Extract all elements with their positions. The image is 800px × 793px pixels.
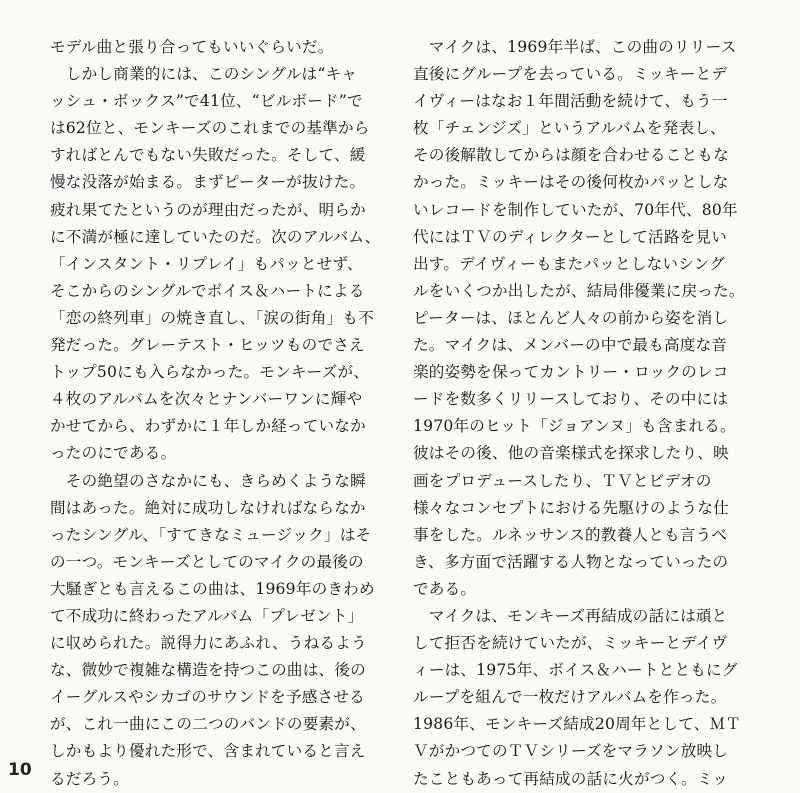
text-line: ッシュ・ボックス”で41位、“ビルボード”で — [50, 92, 363, 111]
text-line: の一つ。モンキーズとしてのマイクの最後の — [50, 552, 364, 571]
text-line: 慢な没落が始まる。まずピーターが抜けた。 — [50, 173, 366, 192]
text-line: そこからのシングルでボイス＆ハートによる — [50, 281, 365, 300]
text-line: 発だった。グレーテスト・ヒッツものでさえ — [50, 336, 365, 355]
text-line: 1970年のヒット「ジョアンヌ」も含まれる。 — [413, 417, 736, 436]
text-line: イヴィーはなお１年間活動を続けて、もう一 — [413, 92, 728, 111]
text-line: たこともあって再結成の話に火がつく。ミッ — [413, 769, 729, 788]
text-line: 1986年、モンキーズ結成20周年として、ＭＴ — [413, 715, 742, 734]
text-line: ピーターは、ほとんど人々の前から姿を消し — [413, 308, 729, 327]
text-line: マイクは、モンキーズ再結成の話には頑と — [413, 606, 728, 625]
text-line: き、多方面で活躍する人物となっていったの — [413, 552, 729, 571]
text-line: その絶望のさなかにも、きらめくような瞬 — [50, 471, 366, 490]
text-line: 間はあった。絶対に成功しなければならなか — [50, 498, 366, 517]
text-line: ードを数多くリリースしており、その中には — [413, 390, 729, 409]
right-text-column — [413, 34, 758, 793]
text-line: ルをいくつか出したが、結局俳優業に戻った。 — [413, 281, 745, 300]
text-line: イーグルスやシカゴのサウンドを予感させる — [50, 688, 365, 707]
text-line: 画をプロデュースしたり、ＴＶとビデオの — [413, 471, 712, 490]
text-line: ったシングル、「すてきなミュージック」はそ — [50, 525, 372, 544]
text-line: して拒否を続けていたが、ミッキーとデイヴ — [413, 634, 728, 653]
text-line: な、微妙で複雑な構造を持つこの曲は、後の — [50, 661, 366, 680]
text-line: 「恋の終列車」の焼き直し、「涙の街角」も不 — [50, 308, 374, 327]
text-line: 様々なコンセプトにおける先駆けのような仕 — [413, 498, 729, 517]
text-line: かせてから、わずかに１年しか経っていなか — [50, 417, 366, 436]
text-line: 代にはＴＶのディレクターとして活路を見い — [413, 227, 728, 246]
text-line: 枚「チェンジズ」というアルバムを発表し、 — [413, 119, 726, 138]
text-line: た。マイクは、メンバーの中で最も高度な音 — [413, 336, 728, 355]
text-line: て不成功に終わったアルバム「プレゼント」 — [50, 606, 364, 625]
text-line: が、これ一曲にこの二つのバンドの要素が、 — [50, 715, 366, 734]
text-line: ４枚のアルバムを次々とナンバーワンに輝や — [50, 390, 363, 409]
text-line: 彼はその後、他の音楽様式を探求したり、映 — [413, 444, 729, 463]
text-line: トップ50にも入らなかった。モンキーズが、 — [50, 363, 370, 382]
text-line: 直後にグループを去っている。ミッキーとデ — [413, 65, 728, 84]
text-line: かった。ミッキーはその後何枚かパッとしな — [413, 173, 729, 192]
text-line: ィーは、1975年、ボイス＆ハートとともにグ — [413, 661, 738, 680]
left-text-column — [50, 34, 395, 793]
text-line: である。 — [413, 579, 477, 598]
page-number: 10 — [8, 760, 32, 780]
text-line: 疲れ果てたというのが理由だったが、明らか — [50, 200, 366, 219]
text-line: 大騒ぎとも言えるこの曲は、1969年のきわめ — [50, 579, 375, 598]
text-line: は62位と、モンキーズのこれまでの基準から — [50, 119, 370, 138]
text-line: 「インスタント・リプレイ」もパッとせず、 — [50, 254, 363, 273]
text-line: 楽的姿勢を保ってカントリー・ロックのレコ — [413, 363, 729, 382]
text-line: モデル曲と張り合ってもいいぐらいだ。 — [50, 38, 334, 56]
text-line: 出す。デイヴィーもまたパッとしないシング — [413, 254, 725, 273]
text-line: ったのにである。 — [50, 444, 177, 463]
text-line: いレコードを制作していたが、70年代、80年 — [413, 200, 738, 219]
text-line: に収められた。説得力にあふれ、うねるよう — [50, 634, 367, 653]
text-line: るだろう。 — [50, 769, 129, 788]
text-line: マイクは、1969年半ば、この曲のリリース — [413, 38, 737, 56]
text-line: 事をした。ルネッサンス的教養人とも言うべ — [413, 525, 728, 544]
text-line: に不満が極に達していたのだ。次のアルバム、 — [50, 227, 381, 246]
text-line: しかもより優れた形で、含まれていると言え — [50, 742, 366, 761]
text-line: その後解散してからは顔を合わせることもな — [413, 146, 729, 165]
text-line: しかし商業的には、このシングルは“キャ — [50, 65, 358, 84]
text-line: すればとんでもない失敗だった。そして、緩 — [50, 146, 366, 165]
text-line: ループを組んで一枚だけアルバムを作った。 — [413, 688, 727, 707]
text-line: ＶがかつてのＴＶシリーズをマラソン放映し — [413, 742, 729, 761]
